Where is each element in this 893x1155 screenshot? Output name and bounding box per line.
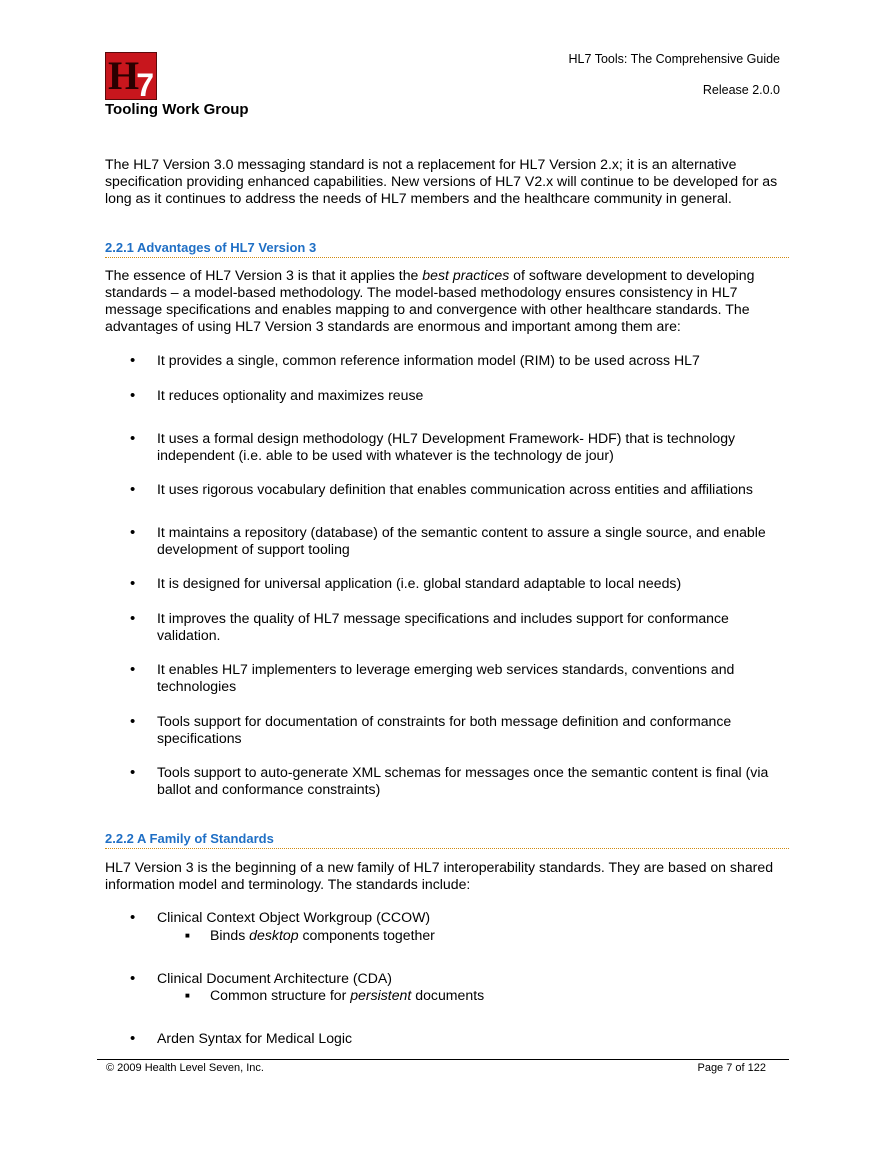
logo-seven: 7 (136, 67, 154, 103)
standard-item: Arden Syntax for Medical Logic (157, 1030, 353, 1046)
bullet-marker: • (130, 481, 136, 498)
bullet-marker: • (130, 387, 136, 404)
sub-bullet-marker: ■ (185, 991, 190, 1000)
bullet-marker: • (130, 1030, 136, 1047)
section-heading-advantages: 2.2.1 Advantages of HL7 Version 3 (105, 240, 789, 258)
bullet-marker: • (130, 909, 136, 926)
footer-copyright: © 2009 Health Level Seven, Inc. (106, 1062, 264, 1074)
advantage-item: It improves the quality of HL7 message specifications and includes support for conformance validation. (157, 610, 729, 643)
bullet-marker: • (130, 524, 136, 541)
advantage-item: It provides a single, common reference information model (RIM) to be used across HL7 (157, 352, 700, 368)
footer-divider (97, 1059, 789, 1060)
advantage-item: It uses rigorous vocabulary definition that enables communication across entities and affiliations (157, 481, 753, 497)
bullet-marker: • (130, 352, 136, 369)
sub-bullet-marker: ■ (185, 931, 190, 940)
standard-item: Clinical Document Architecture (CDA) (157, 970, 392, 986)
footer-page-number: Page 7 of 122 (697, 1062, 766, 1074)
advantage-item: It uses a formal design methodology (HL7 Development Framework- HDF) that is technology independent (i.e. able to be used with whatever is the technology de jour) (157, 430, 736, 463)
standard-subitem: Binds desktop components together (210, 927, 435, 943)
standard-item: Clinical Context Object Workgroup (CCOW) (157, 909, 431, 925)
advantage-item: It maintains a repository (database) of the semantic content to assure a single source, and enable development of support tooling (157, 524, 766, 557)
bullet-marker: • (130, 970, 136, 987)
advantage-item: It reduces optionality and maximizes reuse (157, 387, 424, 403)
document-title: HL7 Tools: The Comprehensive Guide (568, 52, 780, 66)
advantage-item: Tools support to auto-generate XML schemas for messages once the semantic content is final (via ballot and conformance constraints) (157, 764, 769, 797)
hl7-logo (105, 52, 157, 103)
bullet-marker: • (130, 764, 136, 781)
intro-paragraph: The HL7 Version 3.0 messaging standard is not a replacement for HL7 Version 2.x; it is an alternative specification providing enhanced capabilities. New versions of HL7 V2.x will continue to be developed for as long as it continues to address the needs of HL7 members and the healthcare community in general. (105, 156, 778, 206)
bullet-marker: • (130, 430, 136, 447)
advantage-item: It is designed for universal application (i.e. global standard adaptable to local needs) (157, 575, 682, 591)
family-paragraph: HL7 Version 3 is the beginning of a new family of HL7 interoperability standards. They are based on shared information model and terminology. The standards include: (105, 859, 774, 892)
advantage-item: Tools support for documentation of constraints for both message definition and conformance specifications (157, 713, 732, 746)
work-group-name: Tooling Work Group (105, 101, 249, 118)
advantages-paragraph: The essence of HL7 Version 3 is that it applies the best practices of software development to developing standards – a model-based methodology. The model-based methodology ensures consistency in HL7 message specifications and enables mapping to and convergence with other healthcare standards. The advantages of using HL7 Version 3 standards are enormous and important among them are: (105, 267, 755, 334)
release-label: Release 2.0.0 (702, 83, 780, 97)
standard-subitem: Common structure for persistent documents (210, 987, 485, 1003)
bullet-marker: • (130, 661, 136, 678)
bullet-marker: • (130, 575, 136, 592)
section-heading-family: 2.2.2 A Family of Standards (105, 831, 789, 849)
advantage-item: It enables HL7 implementers to leverage emerging web services standards, conventions and technologies (157, 661, 735, 694)
bullet-marker: • (130, 713, 136, 730)
logo-letters: H (108, 53, 136, 98)
bullet-marker: • (130, 610, 136, 627)
